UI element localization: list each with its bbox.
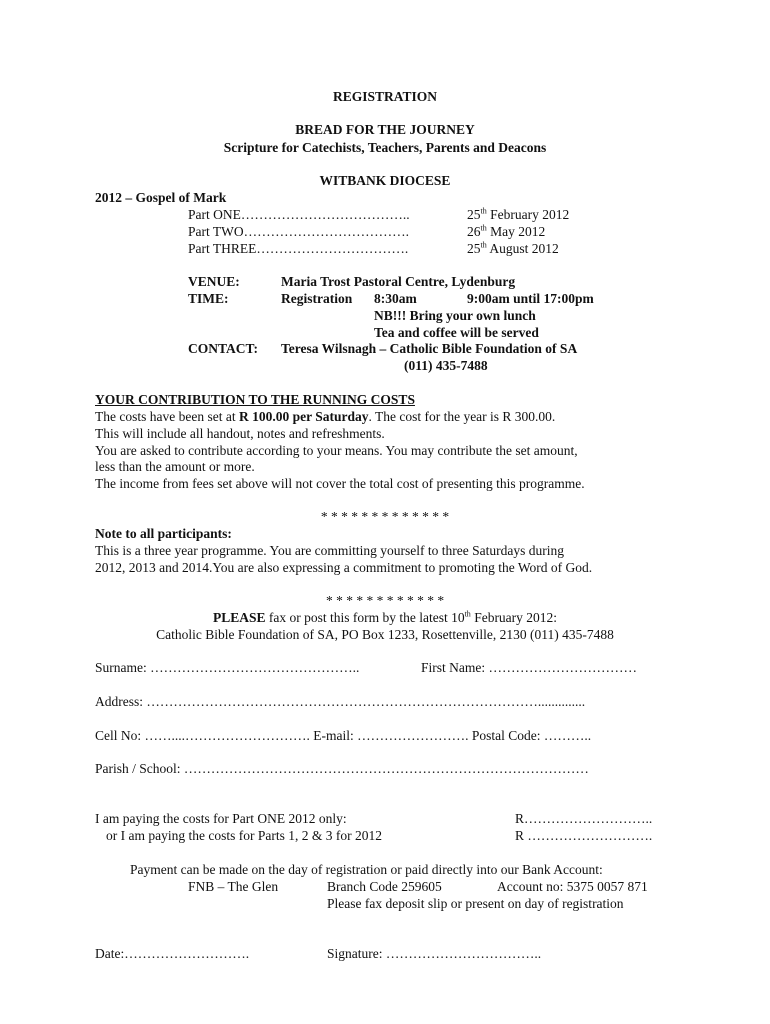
registration-time: 8:30am <box>374 291 417 306</box>
contact-details-fields[interactable]: Cell No: ……....………………………. E-mail: ……………………. Postal Code: ……….. <box>95 728 592 743</box>
part-three-label: Part THREE……………………………. <box>188 241 409 256</box>
registration-label: Registration <box>281 291 353 306</box>
separator-stars: * * * * * * * * * * * * * <box>320 509 450 524</box>
date-field[interactable]: Date:………………………. <box>95 946 250 961</box>
first-name-field[interactable]: First Name: …………………………… <box>421 660 637 675</box>
note-line-2: 2012, 2013 and 2014.You are also expressing a commitment to promoting the Word of God. <box>95 560 593 575</box>
costs-line-2: This will include all handout, notes and refreshments. <box>95 426 385 441</box>
part-three-date: 25th August 2012 <box>467 240 559 256</box>
payment-info: Payment can be made on the day of registration or paid directly into our Bank Account: <box>130 862 603 877</box>
note-heading: Note to all participants: <box>95 526 232 541</box>
contact-value: Teresa Wilsnagh – Catholic Bible Foundation of SA <box>281 341 578 356</box>
payment-amount-all-parts[interactable]: R ………………………. <box>515 828 653 843</box>
part-one-label: Part ONE……………………………….. <box>188 207 410 222</box>
separator-stars-2: * * * * * * * * * * * * <box>325 593 445 608</box>
address-field[interactable]: Address: …………………………………………………………………………….............. <box>95 694 586 709</box>
session-time: 9:00am until 17:00pm <box>467 291 594 306</box>
account-number: Account no: 5375 0057 871 <box>497 879 648 894</box>
note-line-1: This is a three year programme. You are committing yourself to three Saturdays during <box>95 543 565 558</box>
submission-address: Catholic Bible Foundation of SA, PO Box 1233, Rosettenville, 2130 (011) 435-7488 <box>156 627 614 642</box>
part-two-label: Part TWO………………………………. <box>188 224 409 239</box>
surname-field[interactable]: Surname: ……………………………………….. <box>95 660 360 675</box>
tea-note: Tea and coffee will be served <box>374 325 539 340</box>
schedule-heading: 2012 – Gospel of Mark <box>95 190 227 205</box>
diocese-heading: WITBANK DIOCESE <box>319 173 451 188</box>
parish-school-field[interactable]: Parish / School: ……………………………………………………………………………… <box>95 761 589 776</box>
submission-instruction: PLEASE fax or post this form by the latest 10th February 2012: <box>212 609 558 625</box>
costs-line-4: less than the amount or more. <box>95 459 255 474</box>
costs-line-3: You are asked to contribute according to your means. You may contribute the set amount, <box>95 443 578 458</box>
contact-label: CONTACT: <box>188 341 258 356</box>
bank-name: FNB – The Glen <box>188 879 279 894</box>
signature-field[interactable]: Signature: …………………………….. <box>327 946 542 961</box>
lunch-note: NB!!! Bring your own lunch <box>374 308 536 323</box>
contact-phone: (011) 435-7488 <box>404 358 488 373</box>
venue-label: VENUE: <box>188 274 240 289</box>
programme-title: BREAD FOR THE JOURNEY <box>295 122 475 137</box>
payment-amount-part-one[interactable]: R……………………….. <box>515 811 653 826</box>
payment-option-part-one: I am paying the costs for Part ONE 2012 only: <box>95 811 347 826</box>
document-title: REGISTRATION <box>332 89 438 104</box>
fax-deposit-note: Please fax deposit slip or present on day of registration <box>327 896 624 911</box>
costs-line-5: The income from fees set above will not cover the total cost of presenting this programme. <box>95 476 585 491</box>
costs-line-1: The costs have been set at R 100.00 per Saturday. The cost for the year is R 300.00. <box>95 409 556 424</box>
part-two-date: 26th May 2012 <box>467 223 546 239</box>
part-one-date: 25th February 2012 <box>467 206 570 222</box>
programme-subtitle: Scripture for Catechists, Teachers, Parents and Deacons <box>223 140 547 155</box>
payment-option-all-parts: or I am paying the costs for Parts 1, 2 & 3 for 2012 <box>106 828 382 843</box>
costs-heading: YOUR CONTRIBUTION TO THE RUNNING COSTS <box>95 392 415 407</box>
branch-code: Branch Code 259605 <box>327 879 442 894</box>
venue-value: Maria Trost Pastoral Centre, Lydenburg <box>281 274 516 289</box>
time-label: TIME: <box>188 291 229 306</box>
